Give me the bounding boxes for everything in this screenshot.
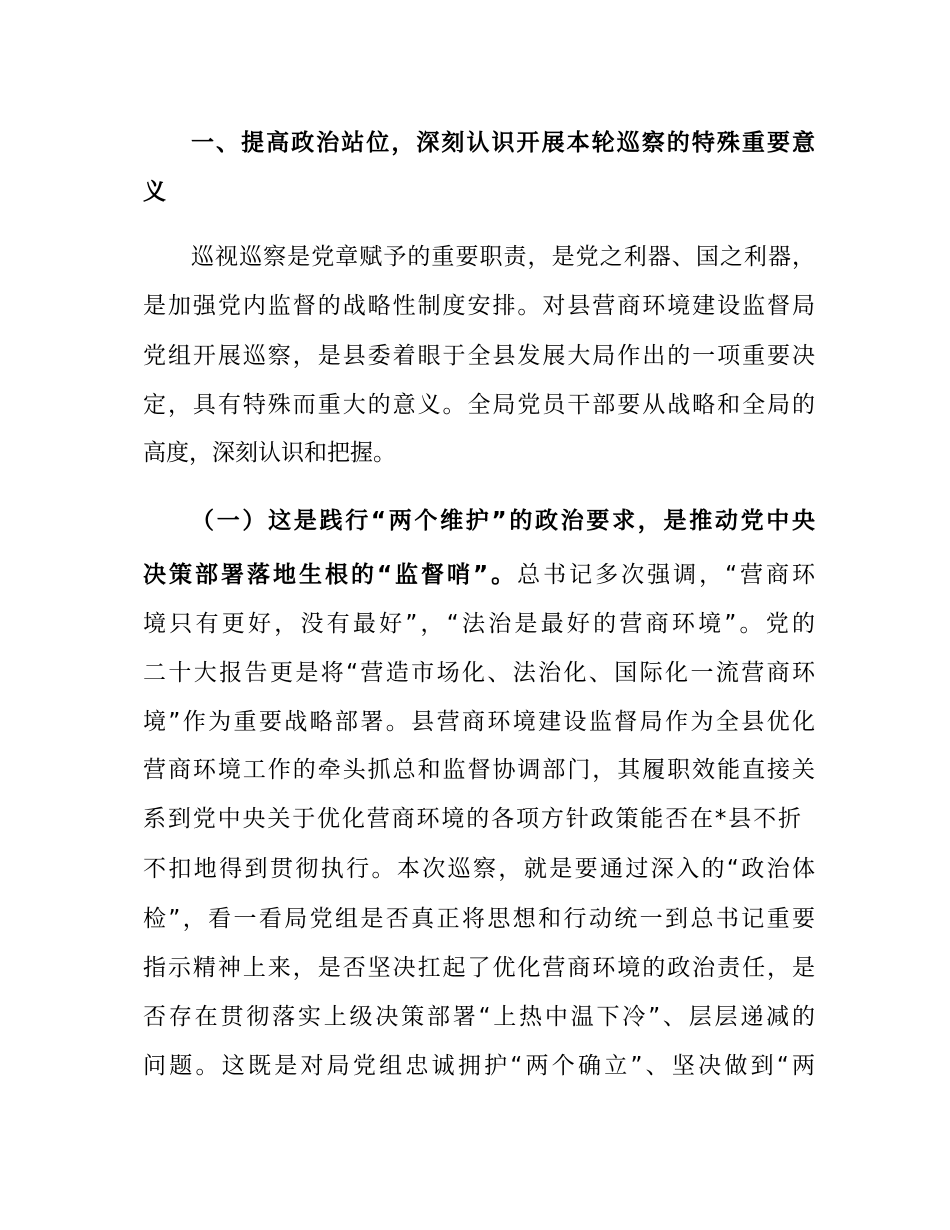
paragraph-line: 定，具有特殊而重大的意义。全局党员干部要从战略和全局的 [143,392,815,418]
paragraph-line: 检”，看一看局党组是否真正将思想和行动统一到总书记重要 [143,906,815,932]
paragraph-line: 营商环境工作的牵头抓总和监督协调部门，其履职效能直接关 [143,757,815,783]
paragraph-line: 系到党中央关于优化营商环境的各项方针政策能否在*县不折 [143,806,801,832]
paragraph-text: 总书记多次强调，“营商环 [517,562,816,588]
paragraph-line: 否存在贯彻落实上级决策部署“上热中温下冷”、层层递减的 [143,1004,815,1030]
paragraph-line: 巡视巡察是党章赋予的重要职责，是党之利器、国之利器， [191,244,815,270]
paragraph-line: 党组开展巡察，是县委着眼于全县发展大局作出的一项重要决 [143,343,815,369]
paragraph-line: 问题。这既是对局党组忠诚拥护“两个确立”、坚决做到“两 [143,1053,815,1079]
paragraph-line: 是加强党内监督的战略性制度安排。对县营商环境建设监督局 [143,293,815,319]
paragraph-line: 境”作为重要战略部署。县营商环境建设监督局作为全县优化 [143,709,815,735]
paragraph-line: 二十大报告更是将“营造市场化、法治化、国际化一流营商环 [143,660,815,686]
paragraph-line: 境只有更好，没有最好”，“法治是最好的营商环境”。党的 [143,611,815,637]
paragraph-line: 高度，深刻认识和把握。 [143,440,396,466]
subheading-continued: 决策部署落地生根的“监督哨”。 [143,562,518,588]
section-heading: 一、提高政治站位，深刻认识开展本轮巡察的特殊重要意 [191,130,815,156]
subheading: （一）这是践行“两个维护”的政治要求，是推动党中央 [191,508,815,534]
section-heading-continued: 义 [143,179,166,205]
paragraph-line: 指示精神上来，是否坚决扛起了优化营商环境的政治责任，是 [143,955,815,981]
paragraph-line [143,560,815,590]
paragraph-line: 不扣地得到贯彻执行。本次巡察，就是要通过深入的“政治体 [143,856,815,882]
